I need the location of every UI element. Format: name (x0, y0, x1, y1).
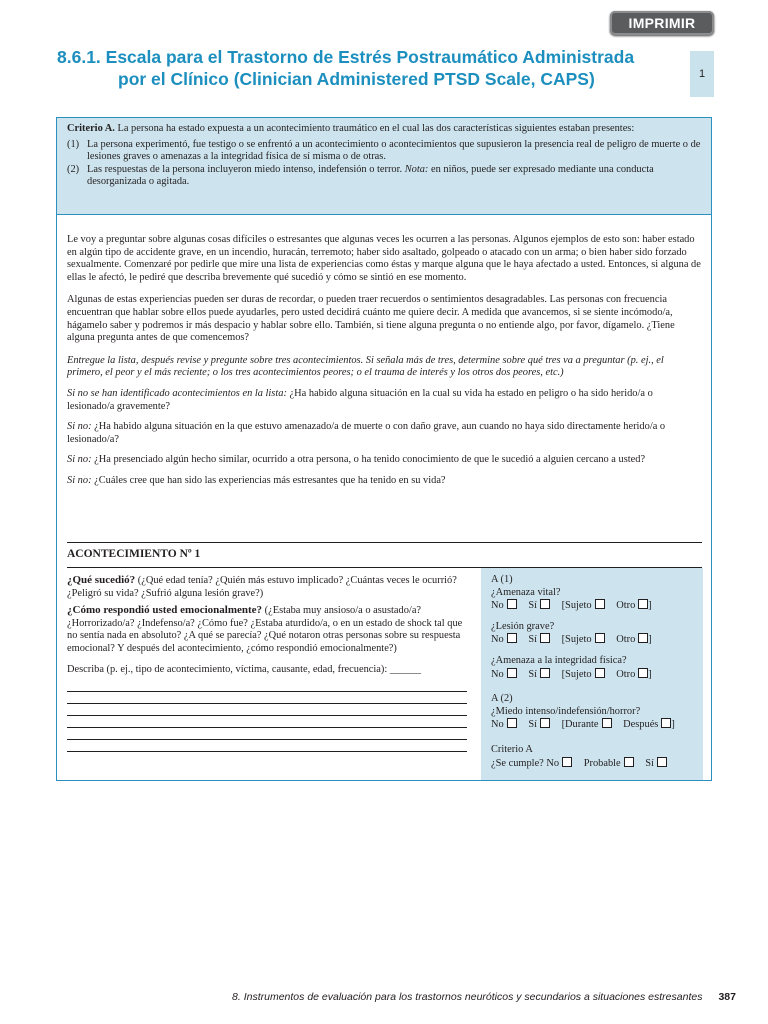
probe-question-3 (67, 454, 701, 467)
section-divider (67, 542, 702, 543)
describe-line[interactable] (67, 716, 467, 728)
other-checkbox[interactable] (638, 668, 648, 678)
vital-threat-options (491, 599, 693, 613)
page-footer (0, 991, 736, 1003)
criterion-label: Criterio A. (67, 123, 115, 134)
option-label: Otro (616, 600, 636, 612)
fear-options (491, 718, 693, 732)
serious-injury-label: ¿Lesión grave? (491, 620, 555, 632)
print-button[interactable]: IMPRIMIR (610, 11, 714, 35)
option-label: No (491, 719, 504, 731)
serious-injury-options (491, 633, 693, 647)
during-checkbox[interactable] (602, 718, 612, 728)
yes-checkbox[interactable] (540, 599, 550, 609)
no-checkbox[interactable] (507, 668, 517, 678)
fear-label: ¿Miedo intenso/indefensión/horror? (491, 705, 641, 717)
criterion-item-1 (67, 139, 701, 164)
bracket: ] (648, 668, 652, 680)
probe-label: Si no: (67, 474, 92, 486)
item-text-note: en niños, puede ser expresado mediante una conducta desorganizada o agitada. (87, 163, 654, 188)
probe-question-1 (67, 388, 701, 413)
criterion-met-options (491, 757, 693, 771)
yes-checkbox[interactable] (540, 633, 550, 643)
describe-line[interactable] (67, 704, 467, 716)
footer-chapter: 8. Instrumentos de evaluación para los trastornos neuróticos y secundarios a situaciones estresantes (232, 991, 703, 1003)
describe-line[interactable] (67, 692, 467, 704)
criterion-text: La persona ha estado expuesta a un acontecimiento traumático en el cual las dos características siguientes estaban presentes: (114, 123, 635, 134)
option-label: Sí (528, 719, 537, 731)
option-label: Sí (528, 634, 537, 646)
item-number: (2) (67, 163, 80, 175)
a1-label: A (1) (491, 574, 513, 585)
event-heading: ACONTECIMIENTO Nº 1 (67, 548, 201, 560)
option-label: ¿Se cumple? No (491, 757, 560, 769)
item-text: Las respuestas de la persona incluyeron miedo intenso, indefensión o terror. (87, 163, 405, 175)
probe-label: Si no se han identificado acontecimientos en la lista: (67, 387, 287, 399)
probable-checkbox[interactable] (624, 757, 634, 767)
option-label: Sí (528, 600, 537, 612)
title-line-1: 8.6.1. Escala para el Trastorno de Estrés Postraumático Administrada (57, 47, 635, 67)
describe-prompt: Describa (p. ej., tipo de acontecimiento, víctima, causante, edad, frecuencia): ______ (67, 663, 422, 675)
no-checkbox[interactable] (507, 718, 517, 728)
instruction-paragraph: Entregue la lista, después revise y pregunte sobre tres acontecimientos. Si señala más de tres, determine sobre qué tres va a preguntar (p. ej., el primero, el peor y el más reciente; o los tres acontecimientos peores; o el trauma de interés y los otros dos peores, etc.) (67, 354, 664, 379)
option-label: Después (623, 719, 659, 731)
other-checkbox[interactable] (638, 633, 648, 643)
option-label: Probable (583, 757, 621, 769)
vital-threat-label: ¿Amenaza vital? (491, 586, 561, 598)
probe-text: ¿Ha habido alguna situación en la que estuvo amenazado/a de muerte o con daño grave, aun cuando no haya sido directamente herido/a o lesionado/a? (67, 421, 666, 445)
criterion-a-panel (57, 118, 711, 215)
a1-group (491, 574, 693, 681)
question-text: (¿Qué edad tenía? ¿Quién más estuvo implicado? ¿Cuántas veces le ocurrió? ¿Peligró su vida? ¿Sufrió alguna lesión grave?) (67, 575, 457, 599)
question-label: ¿Qué sucedió? (67, 574, 136, 586)
note-label: Nota: (404, 163, 429, 175)
criterion-a-group (491, 744, 693, 770)
page-title (57, 46, 687, 90)
question-emotional-response (67, 604, 467, 655)
option-label: Sí (528, 668, 537, 680)
yes-checkbox[interactable] (540, 668, 550, 678)
option-label: No (491, 668, 504, 680)
option-label: [Sujeto (561, 600, 592, 612)
probe-text: ¿Ha presenciado algún hecho similar, ocurrido a otra persona, o ha tenido conocimiento de que le sucedió a alguien cercano a usted? (91, 454, 646, 466)
physical-integrity-label: ¿Amenaza a la integridad física? (491, 654, 627, 666)
probe-question-2 (67, 421, 701, 446)
subject-checkbox[interactable] (595, 668, 605, 678)
physical-integrity-options (491, 668, 693, 682)
intro-paragraph-1: Le voy a preguntar sobre algunas cosas difíciles o estresantes que algunas veces les ocurren a las personas. Algunos ejemplos de esto son: haber estado en algún tipo de accidente grave, en un incendio, huracán, terremoto; haber sido asaltado, golpeado o atacado con un arma; o bien haber sido forzado sexualmente. Comenzaré por pedirle que mire una lista de experiencias como éstas y marque alguna que le haya afectado a usted. Entonces, si alguna de ellas le afectó, le pediré que describa brevemente qué sucedió y cómo se sintió en ese momento. (67, 234, 701, 283)
option-label: [Sujeto (561, 634, 592, 646)
option-label: Otro (616, 634, 636, 646)
bracket: ] (648, 634, 652, 646)
a2-label: A (2) (491, 693, 513, 705)
no-checkbox[interactable] (507, 633, 517, 643)
option-label: [Sujeto (561, 668, 592, 680)
option-label: No (491, 600, 504, 612)
a2-group (491, 693, 693, 732)
after-checkbox[interactable] (661, 718, 671, 728)
yes-checkbox[interactable] (657, 757, 667, 767)
page-number: 387 (718, 991, 736, 1003)
intro-paragraph-2: Algunas de estas experiencias pueden ser duras de recordar, o pueden traer recuerdos o sentimientos desagradables. Las personas con frecuencia encuentran que hablar sobre ellos puede ayudarles, pero usted decidirá cuánto me quiere decir. A medida que avancemos, si se siente incómodo/a, hágamelo saber y podremos ir más despacio y hablar sobre ello. También, si tiene alguna pregunta o no entiende algo, por favor, dígamelo. ¿Tiene alguna pregunta antes de que comencemos? (67, 294, 675, 344)
probe-text: ¿Ha habido alguna situación en la cual su vida ha estado en peligro o ha sido herido/a o lesionado/a gravemente? (67, 387, 653, 412)
describe-line[interactable] (67, 680, 467, 692)
describe-line[interactable] (67, 728, 467, 740)
interviewer-instructions (67, 234, 701, 496)
no-checkbox[interactable] (507, 599, 517, 609)
rating-panel (481, 568, 703, 780)
section-tab: 1 (690, 51, 714, 97)
event-questions (67, 574, 467, 752)
form-box (56, 117, 712, 781)
probe-label: Si no: (67, 421, 92, 433)
bracket: ] (671, 719, 675, 731)
probe-text: ¿Cuáles cree que han sido las experiencias más estresantes que ha tenido en su vida? (91, 474, 446, 486)
other-checkbox[interactable] (638, 599, 648, 609)
subject-checkbox[interactable] (595, 633, 605, 643)
bracket: ] (648, 600, 652, 612)
describe-line[interactable] (67, 740, 467, 752)
criterion-item-2 (67, 164, 701, 189)
question-text: (¿Estaba muy ansioso/a o asustado/a? ¿Horrorizado/a? ¿Indefenso/a? ¿Cómo fue? ¿Estaba aturdido/a, o en un estado de shock tal que no sentía nada en absoluto? ¿A qué se parecía? ¿Qué notaron otras personas sobre su respuesta emocional? Y después del acontecimiento, ¿cómo respondió emocionalmente?) (67, 605, 463, 654)
option-label: [Durante (561, 719, 599, 731)
option-label: No (491, 634, 504, 646)
item-number: (1) (67, 138, 80, 150)
item-text: La persona experimentó, fue testigo o se enfrentó a un acontecimiento o acontecimientos que supusieron la presencia real de peligro de muerte o de lesiones graves o amenazas a la integridad física de sí misma o de otras. (87, 138, 701, 163)
question-what-happened (67, 574, 467, 600)
yes-checkbox[interactable] (540, 718, 550, 728)
question-label: ¿Cómo respondió usted emocionalmente? (67, 604, 263, 617)
subject-checkbox[interactable] (595, 599, 605, 609)
option-label: Sí (645, 757, 654, 769)
no-checkbox[interactable] (562, 757, 572, 767)
probe-question-4 (67, 475, 701, 488)
criterion-a-label: Criterio A (491, 743, 533, 755)
title-line-2: por el Clínico (Clinician Administered PTSD Scale, CAPS) (118, 69, 595, 89)
probe-label: Si no: (67, 454, 92, 466)
option-label: Otro (616, 668, 636, 680)
